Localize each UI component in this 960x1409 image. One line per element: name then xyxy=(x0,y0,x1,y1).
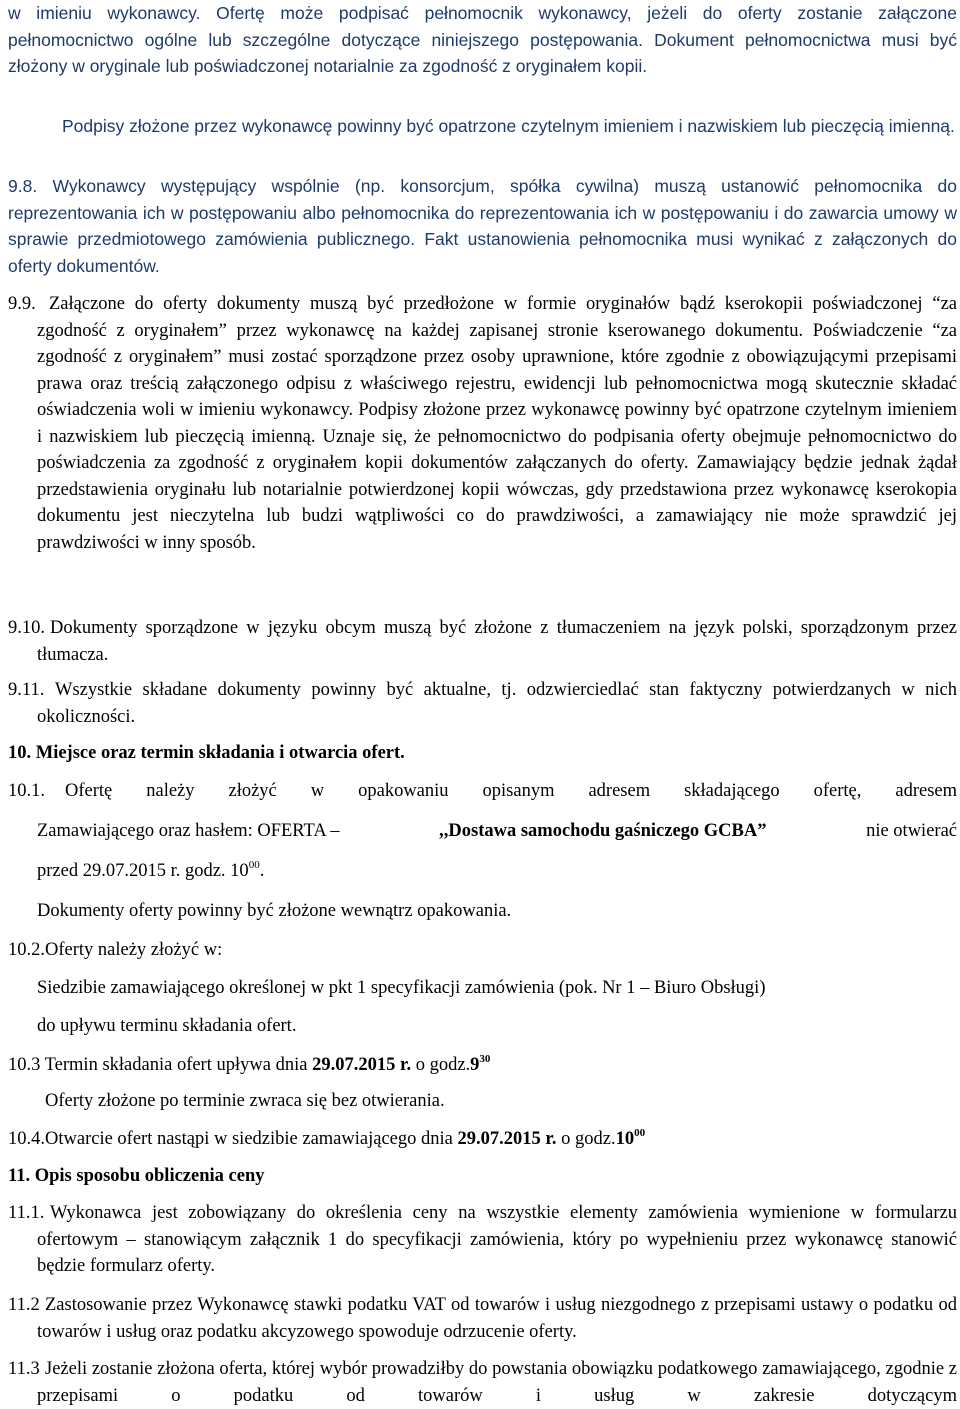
section-11-heading: 11. Opis sposobu obliczenia ceny xyxy=(8,1166,265,1186)
section-10-3-text: 10.3 Termin składania ofert upływa dnia xyxy=(8,1055,308,1075)
intro-paragraph: w imieniu wykonawcy. Ofertę może podpisać pełnomocnik wykonawcy, jeżeli do oferty zostanie załączone pełnomocnictwo ogólne lub szczególne dotyczące niniejszego postępowania. Dokument pełnomocnictwa musi być złożony w oryginale lub poświadczonej notarialnie za zgodność z oryginałem kopii. xyxy=(8,3,957,76)
section-10-3-date: 29.07.2015 r. xyxy=(312,1055,412,1075)
section-10-1-line2 xyxy=(37,818,957,845)
section-10-2-number: 10.2. xyxy=(8,940,45,960)
signatures-paragraph: Podpisy złożone przez wykonawcę powinny być opatrzone czytelnym imieniem i nazwiskiem lub pieczęcią imienną. xyxy=(62,116,955,136)
deadline-minutes: 00 xyxy=(248,859,260,871)
section-10-3-line2: Oferty złożone po terminie zwraca się bez otwierania. xyxy=(45,1091,445,1111)
section-10-1-line4: Dokumenty oferty powinny być złożone wewnątrz opakowania. xyxy=(37,901,512,921)
section-9-10-text: Dokumenty sporządzone w języku obcym muszą być złożone z tłumaczeniem na język polski, sporządzonym przez tłumacza. xyxy=(37,618,957,665)
section-11-1-text: Wykonawca jest zobowiązany do określenia ceny na wszystkie elementy zamówienia wymienione w formularzu ofertowym – stanowiącym załącznik 1 do specyfikacji zamówienia, który po wypełnieniu przez wykonawcę stanowić będzie formularz oferty. xyxy=(37,1203,957,1276)
section-10-4-text: 10.4.Otwarcie ofert nastąpi w siedzibie zamawiającego dnia xyxy=(8,1129,453,1149)
section-9-9-number: 9.9. xyxy=(8,294,36,314)
section-10-1-line3 xyxy=(37,858,264,885)
section-11-3-number: 11.3 xyxy=(8,1359,40,1379)
section-10-3-minutes: 30 xyxy=(479,1053,491,1065)
section-9-8-number: 9.8. xyxy=(8,176,38,196)
offer-title: ,,Dostawa samochodu gaśniczego GCBA” xyxy=(439,821,767,841)
section-10-2-text: Oferty należy złożyć w: xyxy=(45,940,223,960)
section-10-1-number: 10.1. xyxy=(8,781,45,801)
section-10-3-godz: o godz. xyxy=(415,1055,471,1075)
section-10-1-line1: Ofertę należy złożyć w opakowaniu opisanym adresem składającego ofertę, adresem xyxy=(65,781,957,801)
section-10-4-hour: 10 xyxy=(615,1129,635,1149)
section-10-3 xyxy=(8,1052,490,1079)
section-9-11-text: Wszystkie składane dokumenty powinny być aktualne, tj. odzwierciedlać stan faktyczny potwierdzanych w nich okoliczności. xyxy=(37,680,957,727)
section-11-3-text: Jeżeli zostanie złożona oferta, której wybór prowadziłby do powstania obowiązku podatkowego zamawiającego, zgodnie z przepisami o podatku od towarów i usług w zakresie dotyczącym xyxy=(37,1359,957,1406)
section-9-8-text: Wykonawcy występujący wspólnie (np. konsorcjum, spółka cywilna) muszą ustanowić pełnomocnika do reprezentowania ich w postępowaniu albo pełnomocnika do reprezentowania ich w postępowaniu i do zawarcia umowy w sprawie przedmiotowego zamówienia publicznego. Fakt ustanowienia pełnomocnika musi wynikać z załączonych do oferty dokumentów. xyxy=(8,176,957,276)
section-10-2 xyxy=(8,937,222,964)
section-10-4-godz: o godz. xyxy=(561,1129,616,1149)
section-10-1-line2-suffix: nie otwierać xyxy=(866,821,957,841)
section-9-9-text: Załączone do oferty dokumenty muszą być przedłożone w formie oryginałów bądź kserokopii poświadczonej “za zgodność z oryginałem” przez wykonawcę na każdej zapisanej stronie kserowanego dokumentu. Poświadczenie “za zgodność z oryginałem” musi zostać sporządzone przez osoby uprawnione, które zgodnie z obowiązującymi przepisami prawa oraz treścią załączonego odpisu z właściwego rejestru, ewidencji lub pełnomocnictwa mogą skutecznie składać oświadczenia woli w imieniu wykonawcy. Podpisy złożone przez wykonawcę powinny być opatrzone czytelnym imieniem i nazwiskiem lub pieczęcią imienną. Uznaje się, że pełnomocnictwo do podpisania oferty obejmuje pełnomocnictwo do poświadczenia za zgodność z oryginałem kopii dokumentów załączanych do oferty. Zamawiający będzie jednak żądał przedstawienia oryginału lub notarialnie potwierdzonej kopii wówczas, gdy przedstawiona przez wykonawcę kserokopia dokumentu jest nieczytelna lub budzi wątpliwości co do prawdziwości, a zamawiający nie może sprawdzić jej prawdziwości w inny sposób. xyxy=(37,294,957,553)
section-10-3-hour: 9 xyxy=(470,1055,480,1075)
section-10-2-line3: do upływu terminu składania ofert. xyxy=(37,1016,297,1036)
section-11-2-number: 11.2 xyxy=(8,1295,40,1315)
section-9-8 xyxy=(8,173,957,279)
section-10-4-date: 29.07.2015 r. xyxy=(457,1129,557,1149)
section-11-1-number: 11.1. xyxy=(8,1203,45,1223)
section-10-4 xyxy=(8,1126,645,1153)
deadline-end: . xyxy=(259,861,265,881)
section-10-2-line2: Siedzibie zamawiającego określonej w pkt 1 specyfikacji zamówienia (pok. Nr 1 – Biuro Obsługi) xyxy=(37,978,766,998)
deadline-text: przed 29.07.2015 r. godz. 10 xyxy=(37,861,249,881)
section-10-heading: 10. Miejsce oraz termin składania i otwarcia ofert. xyxy=(8,743,405,763)
section-10-4-minutes: 00 xyxy=(634,1127,646,1139)
section-10-1-line2-prefix: Zamawiającego oraz hasłem: OFERTA – xyxy=(37,821,340,841)
section-9-10-number: 9.10. xyxy=(8,618,45,638)
section-11-2-text: Zastosowanie przez Wykonawcę stawki podatku VAT od towarów i usług niezgodnego z przepisami ustawy o podatku od towarów i usług oraz podatku akcyzowego spowoduje odrzucenie oferty. xyxy=(37,1295,957,1342)
section-9-11-number: 9.11. xyxy=(8,680,45,700)
